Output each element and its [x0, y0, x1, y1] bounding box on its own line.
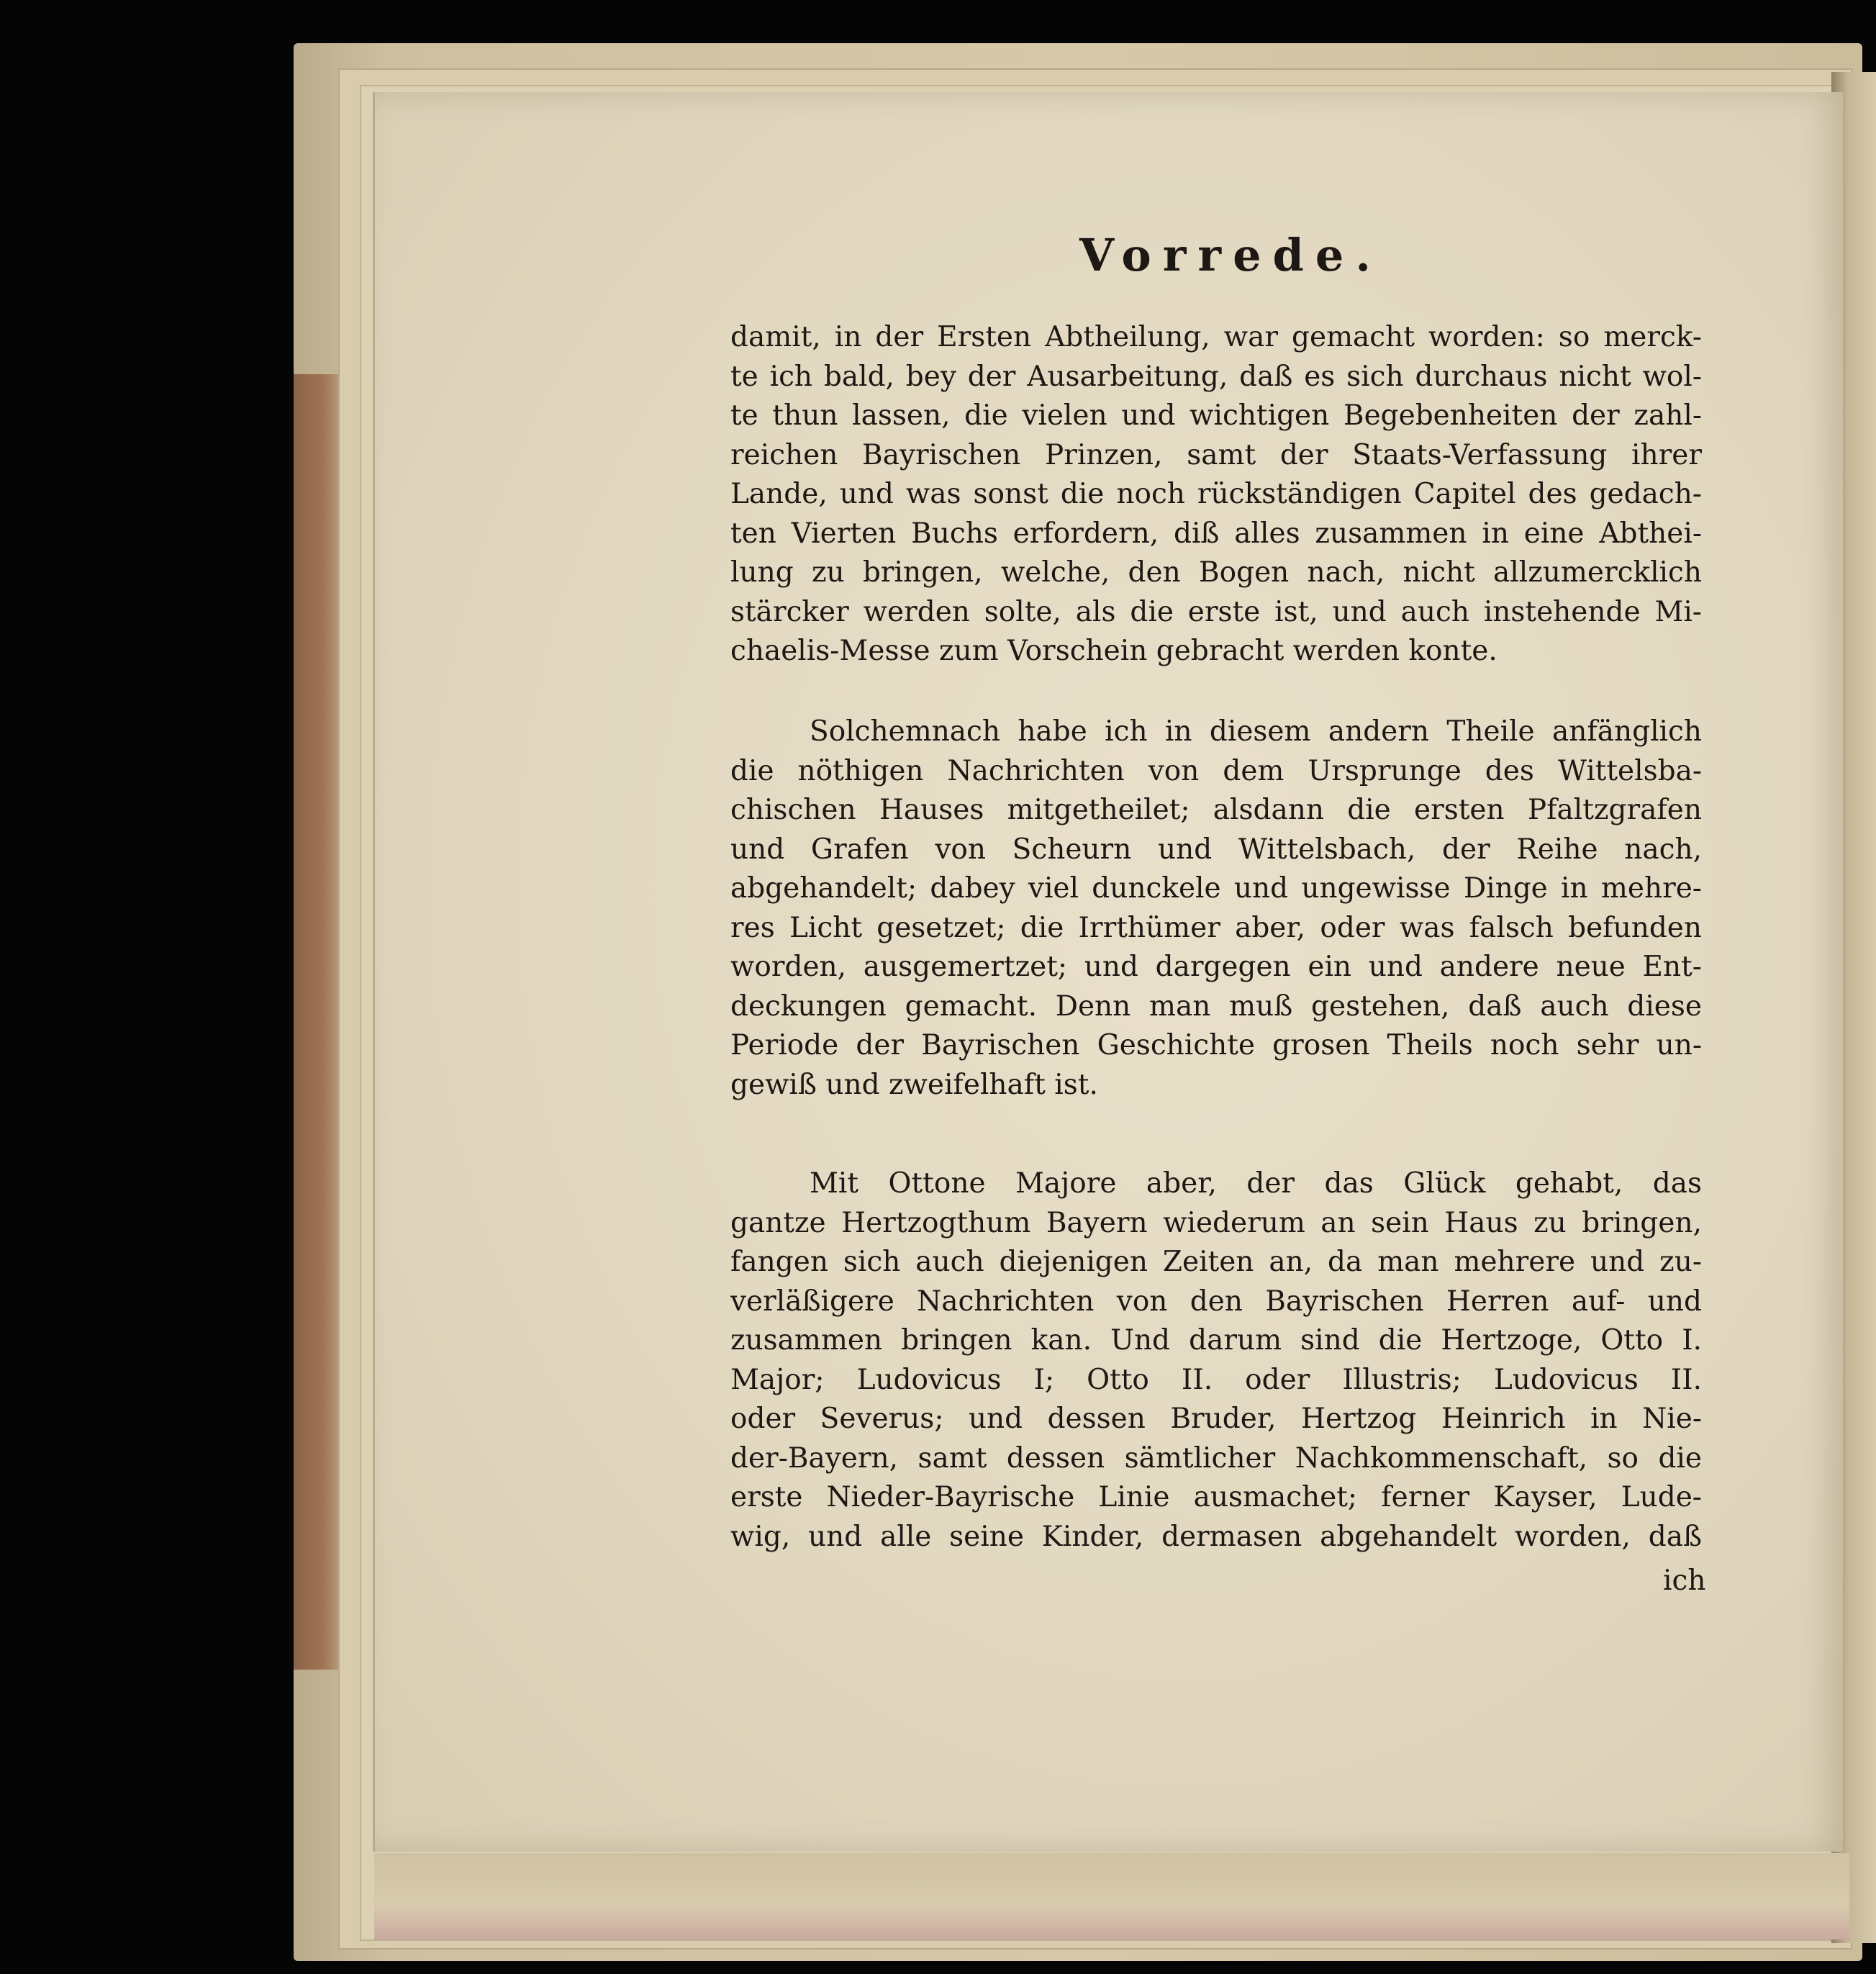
text-line: deckungen gemacht. Denn man muß gestehen, daß auch diese: [730, 990, 1702, 1023]
text-line: lung zu bringen, welche, den Bogen nach, nicht allzumercklich: [730, 556, 1702, 589]
text-line: te thun lassen, die vielen und wichtigen Begebenheiten der zahl-: [730, 399, 1702, 432]
text-line: stärcker werden solte, als die erste ist, und auch instehende Mi-: [730, 595, 1702, 628]
text-line: Mit Ottone Majore aber, der das Glück gehabt, das: [810, 1167, 1702, 1200]
text-line: verläßigere Nachrichten von den Bayrischen Herren auf- und: [730, 1285, 1702, 1318]
paragraph-1: [730, 318, 1702, 671]
text-line: die nöthigen Nachrichten von dem Ursprunge des Wittelsba-: [730, 754, 1702, 787]
text-line: oder Severus; und dessen Bruder, Hertzog Heinrich in Nie-: [730, 1403, 1702, 1435]
text-line: ten Vierten Buchs erfordern, diß alles zusammen in eine Abthei-: [730, 517, 1702, 550]
page-bottom-edge: [374, 1853, 1849, 1939]
catchword: ich: [1663, 1565, 1706, 1597]
text-line: und Grafen von Scheurn und Wittelsbach, der Reihe nach,: [730, 833, 1702, 866]
text-line: zusammen bringen kan. Und darum sind die Hertzoge, Otto I.: [730, 1324, 1702, 1357]
text-line: der-Bayern, samt dessen sämtlicher Nachkommenschaft, so die: [730, 1441, 1702, 1475]
text-line: Major; Ludovicus I; Otto II. oder Illustris; Ludovicus II.: [730, 1363, 1702, 1396]
text-line: Periode der Bayrischen Geschichte grosen Theils noch sehr un-: [730, 1029, 1702, 1061]
text-line: gantze Hertzogthum Bayern wiederum an sein Haus zu bringen,: [730, 1206, 1702, 1239]
text-line: reichen Bayrischen Prinzen, samt der Staats-Verfassung ihrer: [730, 438, 1702, 471]
paragraph-3: [730, 1164, 1702, 1557]
text-line: chischen Hauses mitgetheilet; alsdann die ersten Pfaltzgrafen: [730, 794, 1702, 826]
text-line: Solchemnach habe ich in diesem andern Theile anfänglich: [810, 715, 1702, 748]
text-line: damit, in der Ersten Abtheilung, war gemacht worden: so merck-: [730, 321, 1702, 353]
paragraph-2: [730, 712, 1702, 1105]
text-line: wig, und alle seine Kinder, dermasen abgehandelt worden, daß: [730, 1520, 1702, 1553]
text-line: gewiß und zweifelhaft ist.: [730, 1068, 1098, 1101]
text-line: erste Nieder-Bayrische Linie ausmachet; ferner Kayser, Lude-: [730, 1481, 1702, 1513]
text-line: fangen sich auch diejenigen Zeiten an, da man mehrere und zu-: [730, 1246, 1702, 1278]
text-line: Lande, und was sonst die noch rückständigen Capitel des gedach-: [730, 478, 1702, 510]
page-heading: Vorrede.: [1079, 229, 1382, 281]
text-line: res Licht gesetzet; die Irrthümer aber, oder was falsch befunden: [730, 911, 1702, 944]
text-line: chaelis-Messe zum Vorschein gebracht werden konte.: [730, 635, 1497, 667]
text-line: worden, ausgemertzet; und dargegen ein und andere neue Ent-: [730, 951, 1702, 983]
text-line: abgehandelt; dabey viel dunckele und ungewisse Dinge in mehre-: [730, 872, 1702, 905]
text-line: te ich bald, bey der Ausarbeitung, daß es sich durchaus nicht wol-: [730, 360, 1702, 393]
